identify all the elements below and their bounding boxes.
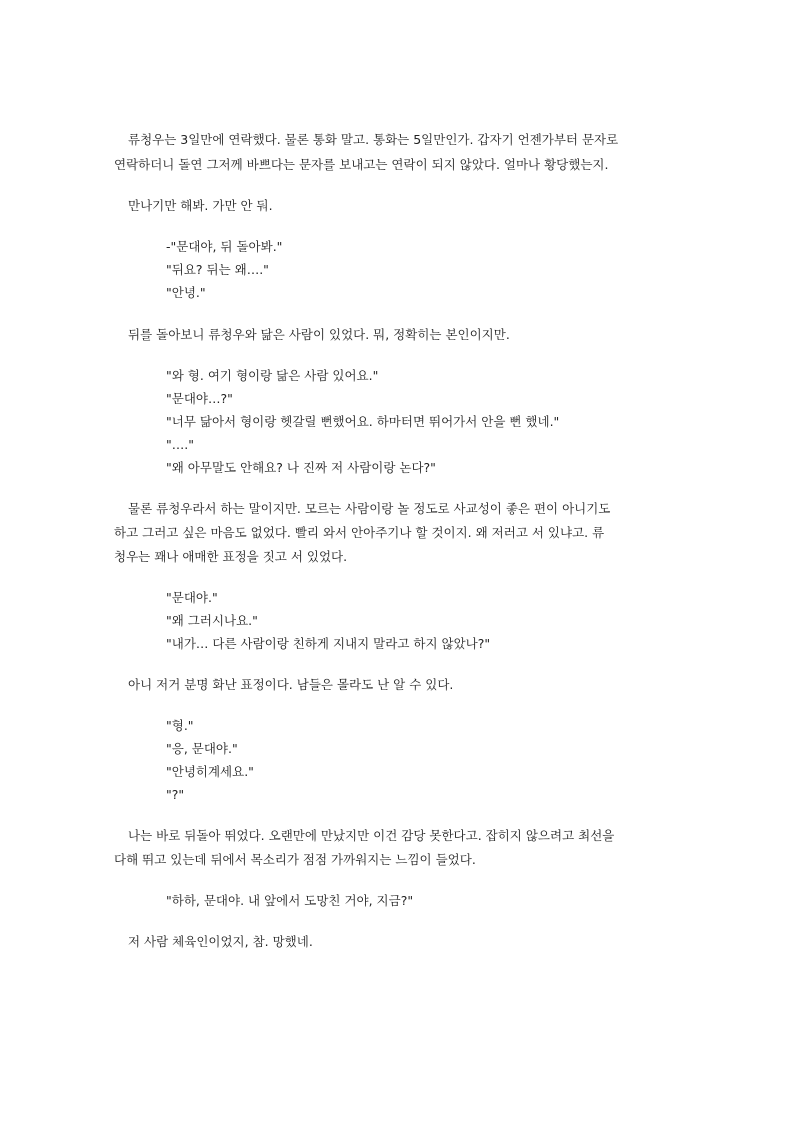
dialogue-line: "?" — [166, 787, 185, 802]
text-line: 나는 바로 뒤돌아 뛰었다. 오랜만에 만났지만 이건 감당 못한다고. 잡히지 않으려고 최선을 — [128, 828, 615, 843]
text-line: 만나기만 해봐. 가만 안 둬. — [128, 198, 273, 213]
dialogue-line: "왜 아무말도 안해요? 나 진짜 저 사람이랑 논다?" — [166, 460, 436, 475]
dialogue-line: "뒤요? 뒤는 왜…." — [166, 262, 269, 277]
text-line: 하고 그러고 싶은 마음도 없었다. 빨리 와서 안아주기나 할 것이지. 왜 저러고 서 있냐고. 류 — [114, 525, 605, 540]
dialogue-line: "왜 그러시나요." — [166, 613, 258, 628]
dialogue-line: -"문대야, 뒤 돌아봐." — [166, 239, 283, 254]
text-line: 아니 저거 분명 화난 표정이다. 남들은 몰라도 난 알 수 있다. — [128, 677, 454, 692]
dialogue-line: "와 형. 여기 형이랑 닮은 사람 있어요." — [166, 368, 379, 383]
text-line: 연락하더니 돌연 그저께 바쁘다는 문자를 보내고는 연락이 되지 않았다. 얼마나 황당했는지. — [114, 157, 609, 172]
dialogue-line: "…." — [166, 437, 194, 452]
text-line: 뒤를 돌아보니 류청우와 닮은 사람이 있었다. 뭐, 정확히는 본인이지만. — [128, 327, 510, 342]
dialogue-line: "응, 문대야." — [166, 741, 238, 756]
dialogue-line: "너무 닮아서 형이랑 헷갈릴 뻔했어요. 하마터면 뛰어가서 안을 뻔 했네." — [166, 414, 560, 429]
dialogue-line: "안녕히계세요." — [166, 764, 254, 779]
dialogue-line: "문대야…?" — [166, 391, 233, 406]
dialogue-line: "문대야." — [166, 590, 218, 605]
text-line: 다해 뛰고 있는데 뒤에서 목소리가 점점 가까워지는 느낌이 들었다. — [114, 852, 476, 867]
dialogue-line: "형." — [166, 718, 194, 733]
text-line: 저 사람 체육인이었지, 참. 망했네. — [128, 934, 313, 949]
dialogue-line: "하하, 문대야. 내 앞에서 도망친 거야, 지금?" — [166, 893, 414, 908]
text-line: 류청우는 3일만에 연락했다. 물론 통화 말고. 통화는 5일만인가. 갑자기 언젠가부터 문자로 — [128, 132, 619, 147]
text-line: 청우는 꽤나 애매한 표정을 짓고 서 있었다. — [114, 549, 348, 564]
dialogue-line: "내가… 다른 사람이랑 친하게 지내지 말라고 하지 않았나?" — [166, 636, 491, 651]
text-line: 물론 류청우라서 하는 말이지만. 모르는 사람이랑 놀 정도로 사교성이 좋은 편이 아니기도 — [128, 501, 611, 516]
dialogue-line: "안녕." — [166, 285, 206, 300]
